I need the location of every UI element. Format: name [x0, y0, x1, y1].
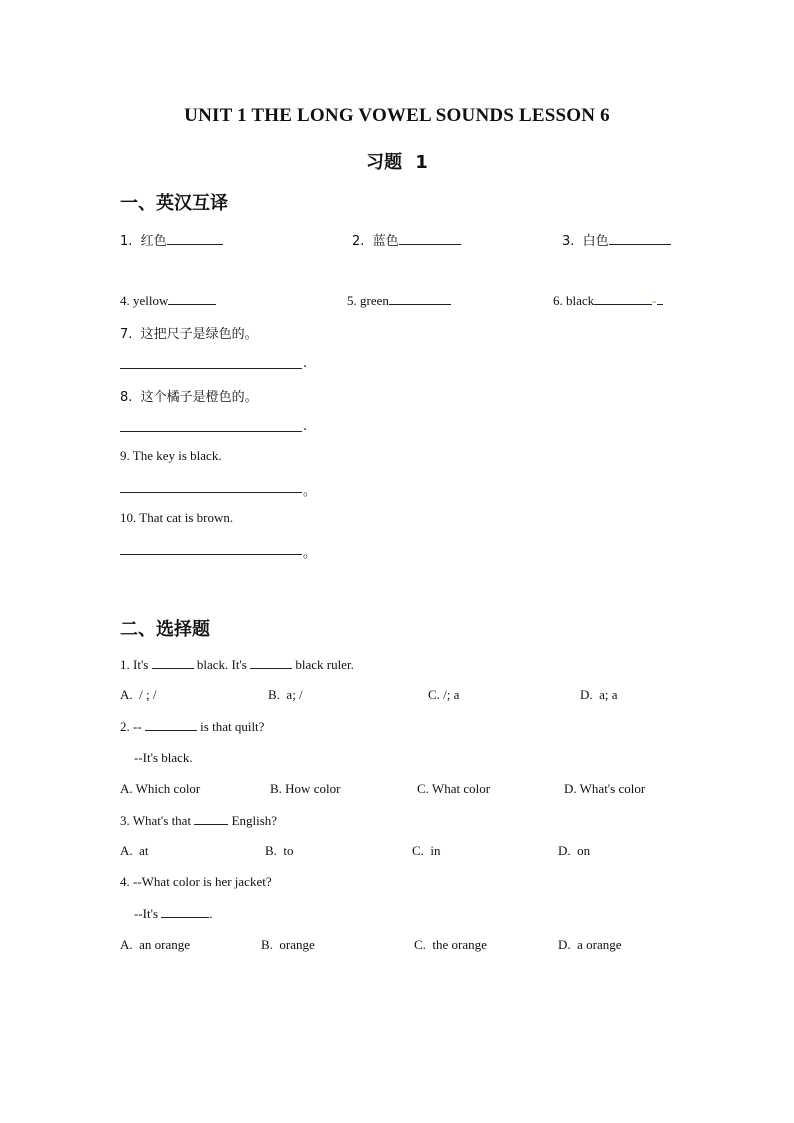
q8-period: .: [303, 419, 308, 434]
q8-prompt: 8. 这个橘子是橙色的。: [120, 390, 258, 405]
mc2-option-c[interactable]: C. What color: [417, 781, 491, 796]
q6-mark: -: [652, 293, 657, 308]
mc3-option-c[interactable]: C. in: [412, 843, 441, 858]
mc1-option-a[interactable]: A. / ; /: [120, 687, 157, 702]
mc3-blank[interactable]: [194, 812, 228, 825]
section-1-heading: 一、英汉互译: [120, 193, 228, 214]
mc4-option-a[interactable]: A. an orange: [120, 937, 191, 952]
q8-answer-line[interactable]: [120, 431, 302, 432]
q7-prompt: 7. 这把尺子是绿色的。: [120, 327, 258, 342]
mc2-option-b[interactable]: B. How color: [270, 781, 341, 796]
q4-blank[interactable]: [168, 292, 216, 305]
mc2-option-d[interactable]: D. What's color: [564, 781, 646, 796]
q6-item: 6. black -: [553, 292, 663, 309]
q10-prompt: 10. That cat is brown.: [120, 510, 234, 525]
q1-item: 1. 红色: [120, 230, 223, 249]
q10-period: 。: [303, 546, 317, 561]
mc4-option-d[interactable]: D. a orange: [558, 937, 622, 952]
q1-blank[interactable]: [167, 232, 223, 245]
q5-item: 5. green: [347, 292, 451, 309]
q3-item: 3. 白色: [562, 230, 671, 249]
mc3-option-b[interactable]: B. to: [265, 843, 294, 858]
q2-blank[interactable]: [399, 232, 461, 245]
mc3-option-d[interactable]: D. on: [558, 843, 591, 858]
mc4-option-c[interactable]: C. the orange: [414, 937, 487, 952]
q3-blank[interactable]: [609, 232, 671, 245]
mc2-answer: --It's black.: [134, 750, 193, 765]
mc2-blank[interactable]: [145, 718, 197, 731]
mc1-question: 1. It's black. It's black ruler.: [120, 657, 354, 672]
mc1-blank-1[interactable]: [152, 656, 194, 669]
mc2-option-a[interactable]: A. Which color: [120, 781, 201, 796]
mc2-question: 2. -- is that quilt?: [120, 719, 265, 734]
mc4-answer: --It's .: [134, 906, 213, 921]
mc4-blank[interactable]: [161, 905, 209, 918]
section-2-heading: 二、选择题: [120, 619, 210, 640]
q7-answer-line[interactable]: [120, 368, 302, 369]
q10-answer-line[interactable]: [120, 554, 302, 555]
page-subtitle: 习题 1: [365, 152, 429, 173]
q4-item: 4. yellow: [120, 292, 216, 309]
q5-blank[interactable]: [389, 292, 451, 305]
mc3-option-a[interactable]: A. at: [120, 843, 149, 858]
mc3-question: 3. What's that English?: [120, 813, 278, 828]
mc1-blank-2[interactable]: [250, 656, 292, 669]
page-title: UNIT 1 THE LONG VOWEL SOUNDS LESSON 6: [184, 105, 610, 126]
mc4-option-b[interactable]: B. orange: [261, 937, 315, 952]
q2-item: 2. 蓝色: [352, 230, 461, 249]
mc1-option-b[interactable]: B. a; /: [268, 687, 303, 702]
q9-answer-line[interactable]: [120, 492, 302, 493]
q7-period: .: [303, 356, 308, 371]
mc4-question: 4. --What color is her jacket?: [120, 874, 272, 889]
q9-period: 。: [303, 484, 317, 499]
q9-prompt: 9. The key is black.: [120, 448, 222, 463]
q6-blank[interactable]: [594, 292, 652, 305]
mc1-option-d[interactable]: D. a; a: [580, 687, 618, 702]
mc1-option-c[interactable]: C. /; a: [428, 687, 460, 702]
